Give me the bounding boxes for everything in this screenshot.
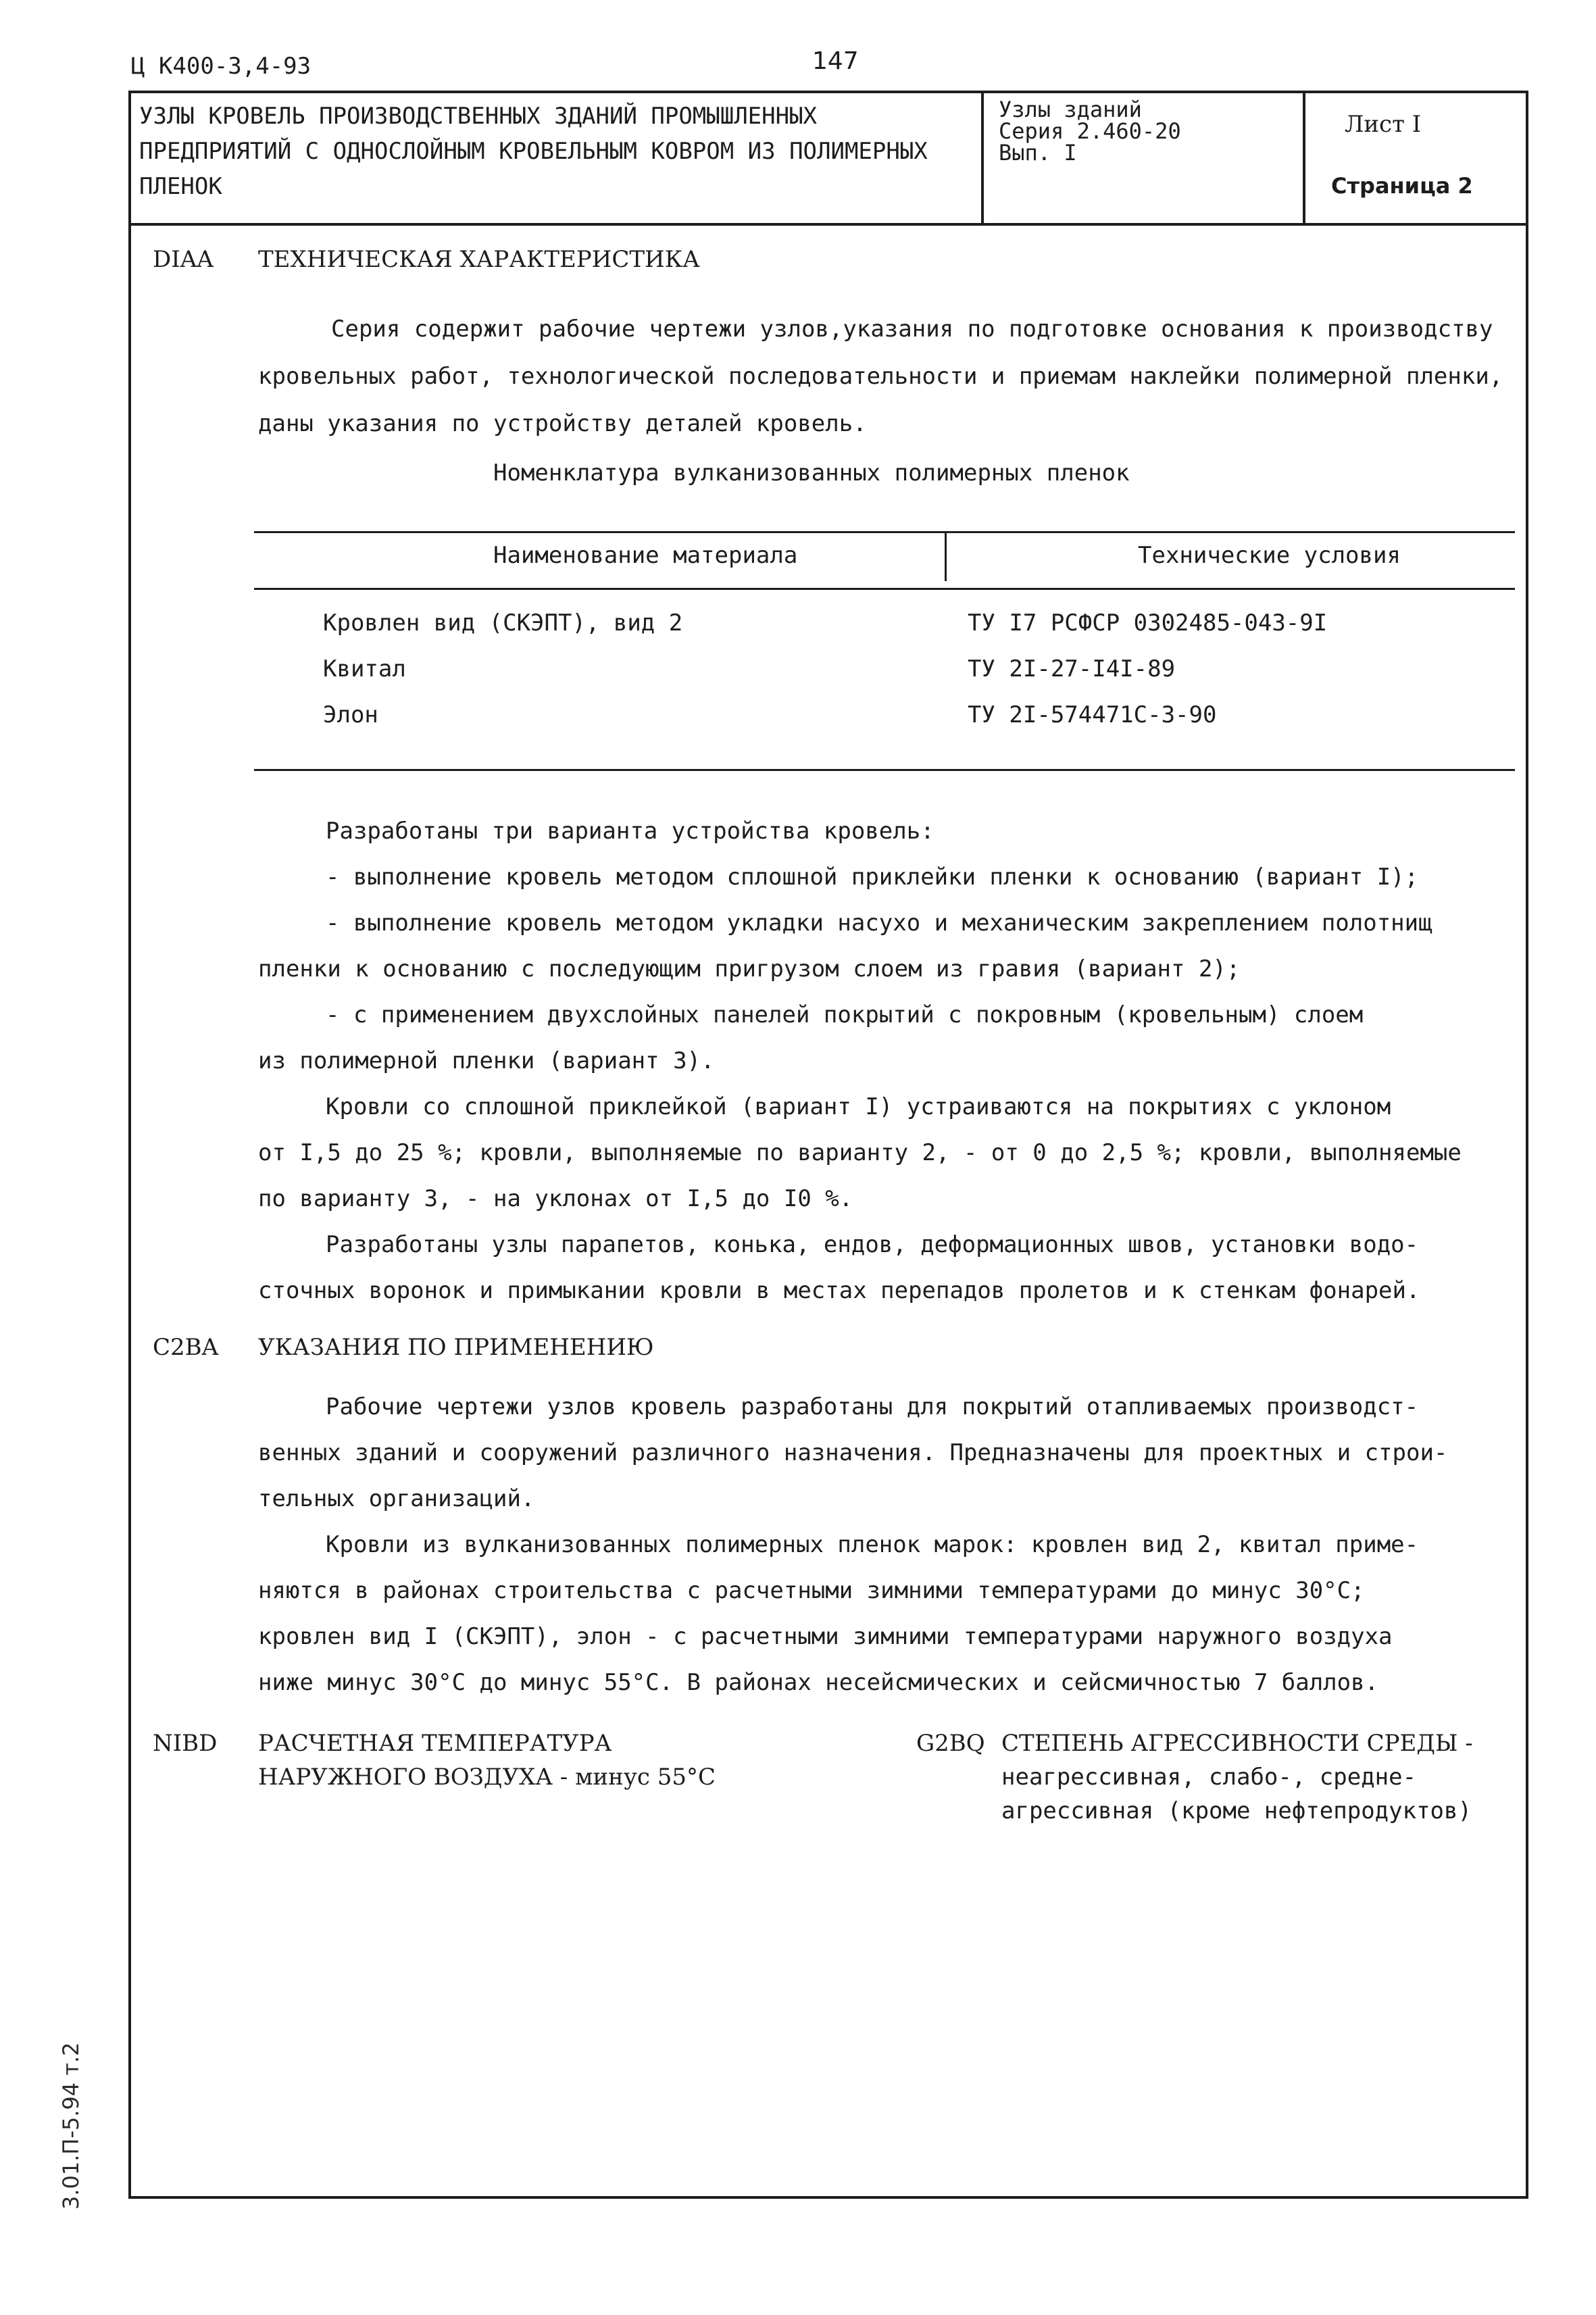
aggressiveness-heading: СТЕПЕНЬ АГРЕССИВНОСТИ СРЕДЫ -	[1001, 1730, 1473, 1757]
table-row-2-material: Квитал	[323, 655, 406, 682]
table-title: Номенклатура вулканизованных полимерных пленок	[493, 459, 1130, 487]
series-info	[999, 99, 1282, 164]
aggressiveness-line-3: агрессивная (кроме нефтепродуктов)	[1001, 1797, 1472, 1824]
series-line-1: Узлы зданий	[999, 97, 1142, 122]
table-row-1-conditions: ТУ I7 РСФСР 0302485-043-9I	[968, 609, 1328, 637]
usage-p2-line-2: няются в районах строительства с расчетными зимними температурами до минус 30°C;	[258, 1577, 1365, 1604]
side-stamp: 3.01.П-5.94 т.2	[58, 2042, 84, 2210]
table-header-divider	[945, 531, 947, 581]
slopes-line-1: Кровли со сплошной приклейкой (вариант I) устраиваются на покрытиях с уклоном	[326, 1093, 1391, 1120]
table-header-material: Наименование материала	[493, 542, 798, 569]
usage-p1-line-3: тельных организаций.	[258, 1485, 535, 1512]
table-bottom-rule	[254, 769, 1515, 771]
variant-2-line-1: - выполнение кровель методом укладки насухо и механическим закреплением полотнищ	[326, 910, 1432, 937]
page-label: Страница 2	[1331, 173, 1473, 199]
table-row-2-conditions: ТУ 2I-27-I4I-89	[968, 655, 1176, 682]
usage-p1-line-1: Рабочие чертежи узлов кровель разработаны для покрытий отапливаемых производст-	[326, 1393, 1419, 1420]
tech-paragraph: Серия содержит рабочие чертежи узлов,указания по подготовке основания к производству кровельных работ, технологической последовательности и приемам наклейки полимерной пленки, даны указания по устройству деталей кровель.	[258, 316, 1503, 437]
usage-p2-line-1: Кровли из вулканизованных полимерных пленок марок: кровлен вид 2, квитал приме-	[326, 1531, 1419, 1558]
usage-p2-line-4: ниже минус 30°C до минус 55°C. В районах несейсмических и сейсмичностью 7 баллов.	[258, 1669, 1379, 1696]
table-row-1-material: Кровлен вид (СКЭПТ), вид 2	[323, 609, 683, 637]
document-code: Ц К400-3,4-93	[131, 53, 311, 80]
page-number: 147	[812, 47, 859, 75]
section-code-g2bq: G2BQ	[916, 1730, 985, 1757]
variant-3-line-1: - с применением двухслойных панелей покрытий с покровным (кровельным) слоем	[326, 1001, 1364, 1028]
section-code-nibd: NIBD	[153, 1730, 218, 1757]
section-heading-tech: ТЕХНИЧЕСКАЯ ХАРАКТЕРИСТИКА	[258, 246, 700, 273]
table-top-rule	[254, 531, 1515, 533]
section-heading-usage: УКАЗАНИЯ ПО ПРИМЕНЕНИЮ	[258, 1334, 654, 1361]
aggressiveness-line-2: неагрессивная, слабо-, средне-	[1001, 1764, 1417, 1791]
variant-3-line-2: из полимерной пленки (вариант 3).	[258, 1047, 715, 1074]
title-divider-2	[1303, 91, 1305, 226]
nodes-line-1: Разработаны узлы парапетов, конька, ендов, деформационных швов, установки водо-	[326, 1231, 1419, 1258]
section-code-c2ba: C2BA	[153, 1334, 219, 1361]
temperature-heading: РАСЧЕТНАЯ ТЕМПЕРАТУРА	[258, 1730, 612, 1757]
variants-intro: Разработаны три варианта устройства кровель:	[326, 818, 934, 845]
document-title: УЗЛЫ КРОВЕЛЬ ПРОИЗВОДСТВЕННЫХ ЗДАНИЙ ПРОМЫШЛЕННЫХ ПРЕДПРИЯТИЙ С ОДНОСЛОЙНЫМ КРОВЕЛЬНЫМ КОВРОМ ИЗ ПОЛИМЕРНЫХ ПЛЕНОК	[139, 103, 928, 200]
nodes-line-2: сточных воронок и примыкании кровли в местах перепадов пролетов и к стенкам фонарей.	[258, 1277, 1420, 1304]
variant-2-line-2: пленки к основанию с последующим пригрузом слоем из гравия (вариант 2);	[258, 955, 1241, 982]
sheet-label: Лист I	[1345, 111, 1422, 138]
slopes-line-2: от I,5 до 25 %; кровли, выполняемые по варианту 2, - от 0 до 2,5 %; кровли, выполняемые	[258, 1139, 1462, 1166]
series-line-2: Серия 2.460-20	[999, 118, 1181, 144]
table-row-3-conditions: ТУ 2I-574471С-3-90	[968, 701, 1217, 728]
section-code-diaa: DIAA	[153, 246, 214, 273]
variant-1: - выполнение кровель методом сплошной приклейки пленки к основанию (вариант I);	[326, 864, 1419, 891]
slopes-line-3: по варианту 3, - на уклонах от I,5 до I0 %.	[258, 1185, 853, 1212]
table-row-3-material: Элон	[323, 701, 378, 728]
title-divider-1	[981, 91, 984, 226]
table-header-rule	[254, 588, 1515, 590]
series-line-3: Вып. I	[999, 140, 1077, 166]
usage-p2-line-3: кровлен вид I (СКЭПТ), элон - с расчетными зимними температурами наружного воздуха	[258, 1623, 1393, 1650]
table-header-conditions: Технические условия	[1138, 542, 1401, 569]
temperature-value: НАРУЖНОГО ВОЗДУХА - минус 55°C	[258, 1764, 716, 1791]
usage-p1-line-2: венных зданий и сооружений различного назначения. Предназначены для проектных и строи-	[258, 1439, 1448, 1466]
